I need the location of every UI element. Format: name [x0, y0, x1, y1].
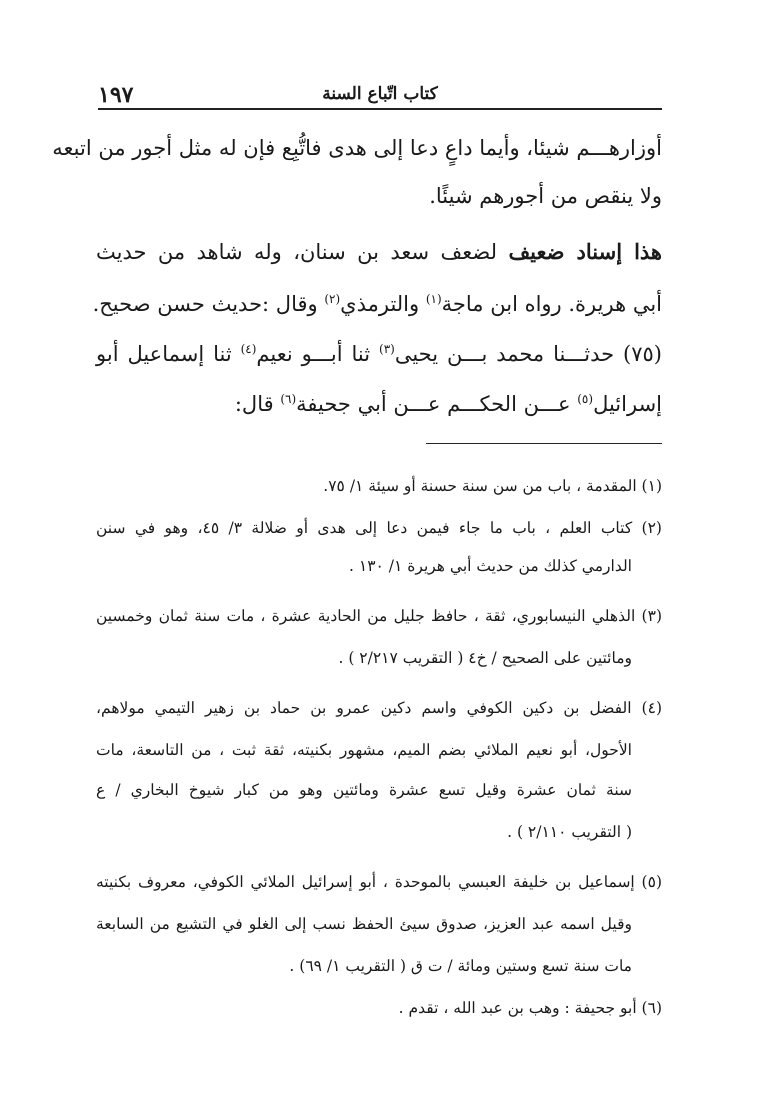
text-span: (٧٥) حدثـــنا محمد بـــن يحيى [394, 342, 662, 366]
footnote-2: (٢) كتاب العلم ، باب ما جاء فيمن دعا إلى هدى أو ضلالة ٣/ ٤٥، وهو في سنن [96, 519, 662, 537]
text-line-6 [96, 384, 662, 424]
footnote-5-cont-1: وقيل اسمه عبد العزيز، صدوق سيئ الحفظ نسب إلى الغلو في التشيع من السابعة [96, 915, 632, 933]
footnote-ref-3[interactable]: (٣) [379, 342, 395, 356]
footnote-2-cont: الدارمي كذلك من حديث أبي هريرة ١/ ١٣٠ . [349, 557, 632, 575]
book-title: كتاب اتّباع السنة [322, 84, 438, 104]
footnote-4-cont-2: سنة ثمان عشرة وقيل تسع عشرة ومائتين وهو من كبار شيوخ البخاري / ع [96, 781, 632, 799]
text-span: إسرائيل [593, 392, 662, 416]
running-header [98, 82, 662, 108]
footnote-ref-1[interactable]: (١) [425, 292, 442, 306]
footnote-5-cont-2: مات سنة تسع وستين ومائة / ت ق ( التقريب ١/ ٦٩) . [289, 957, 632, 975]
footnote-4-cont-1: الأحول، أبو نعيم الملائي بضم الميم، مشهور بكنيته، ثقة ثبت ، من التاسعة، مات [96, 741, 632, 759]
footnote-3-cont: ومائتين على الصحيح / خ٤ ( التقريب ٢/٢١٧ ) . [338, 649, 632, 667]
footnote-ref-5[interactable]: (٥) [577, 392, 594, 406]
grading-phrase: هذا إسناد ضعيف [508, 239, 663, 264]
footnote-ref-6[interactable]: (٦) [280, 392, 297, 406]
text-span: ثنا إسماعيل أبو [96, 342, 241, 366]
text-span: قال: [234, 392, 281, 416]
text-line-5 [96, 334, 662, 374]
text-span: ثنا أبـــو نعيم [256, 342, 380, 366]
footnote-3: (٣) الذهلي النيسابوري، ثقة ، حافظ جليل من الحادية عشرة ، مات سنة ثمان وخمسين [96, 607, 662, 625]
header-rule [98, 108, 662, 110]
footnote-ref-2[interactable]: (٢) [324, 292, 341, 306]
footnote-6: (٦) أبو جحيفة : وهب بن عبد الله ، تقدم . [398, 999, 662, 1017]
footnote-5: (٥) إسماعيل بن خليفة العبسي بالموحدة ، أبو إسرائيل الملائي الكوفي، معروف بكنيته [96, 873, 662, 891]
footnote-1: (١) المقدمة ، باب من سن سنة حسنة أو سيئة ١/ ٧٥. [323, 477, 662, 495]
text-span: والترمذي [340, 292, 426, 316]
text-span: عـــن الحكـــم عـــن أبي جحيفة [296, 392, 578, 416]
text-span: لضعف سعد بن سنان، وله شاهد من حديث [96, 240, 509, 264]
text-line-4 [92, 284, 662, 324]
footnote-4: (٤) الفضل بن دكين الكوفي واسم دكين عمرو بن حماد بن زهير التيمي مولاهم، [96, 699, 662, 717]
footnote-rule [426, 443, 662, 444]
text-span: أبي هريرة. رواه ابن ماجة [441, 292, 662, 316]
text-span: وقال :حديث حسن صحيح. [92, 292, 325, 316]
text-line-2: ولا ينقص من أجورهم شيئًا. [429, 184, 662, 208]
text-line-1: أوزارهـــم شيئا، وأيما داعٍ دعا إلى هدى فاتُّبِع فإن له مثل أجور من اتبعه [52, 136, 662, 160]
footnote-ref-4[interactable]: (٤) [240, 342, 257, 356]
text-line-3 [96, 232, 662, 272]
footnote-4-cont-3: ( التقريب ٢/١١٠ ) . [507, 823, 632, 841]
page-number: ١٩٧ [98, 82, 134, 108]
